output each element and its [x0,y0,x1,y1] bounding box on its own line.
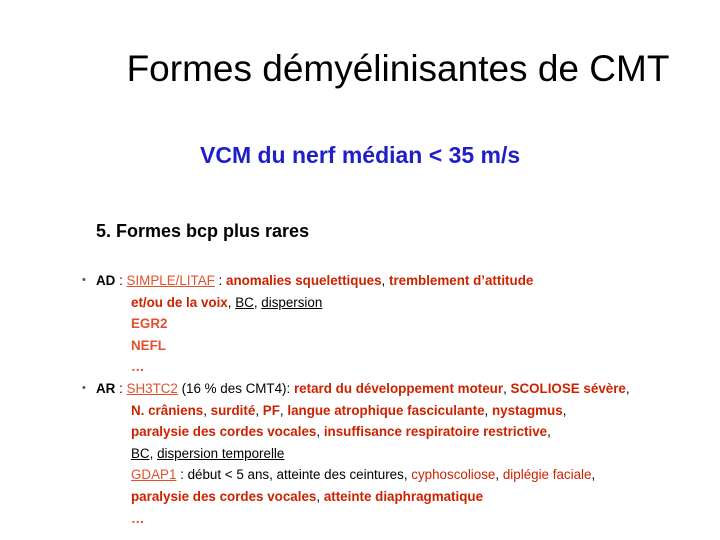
text-bc: BC [131,445,150,461]
ad-line-2 [82,292,718,314]
ar-line-2 [82,400,718,422]
separator: , [381,273,389,288]
text-tremblement: tremblement d’attitude [388,273,534,288]
text-scoliose: SCOLIOSE sévère [510,380,626,396]
separator: , [562,402,567,418]
separator: , [503,380,511,396]
separator: , [495,467,503,483]
separator: : [115,380,127,396]
text-diplegie: diplégie faciale [502,467,592,483]
bullet-list [82,270,718,529]
bullet-ad [82,270,718,292]
label-ad: AD [96,273,116,288]
separator: : [214,273,226,288]
text-langue: langue atrophique fasciculante [287,402,485,418]
ar-line-3 [82,421,718,443]
text-voix: et/ou de la voix [131,294,228,310]
text-bc: BC [235,294,254,310]
bullet-dot-icon: • [82,274,86,286]
separator: , [149,445,158,461]
text-prevalence: (16 % des CMT4): [177,380,294,396]
text-surdite: surdité [210,402,256,418]
separator: : [115,273,127,288]
subtitle: VCM du nerf médian < 35 m/s [200,142,521,168]
text-nystagmus: nystagmus [491,402,563,418]
text-dispersion-temporelle: dispersion temporelle [157,445,285,461]
text-nerfs-craniens: N. crâniens [131,402,204,418]
separator: , [316,488,324,504]
separator: , [316,424,324,440]
gene-simple-litaf: SIMPLE/LITAF [126,273,215,288]
ar-line-5 [82,464,718,486]
separator: , [203,402,211,418]
text-paralysie-2: paralysie des cordes vocales [131,488,317,504]
separator: , [591,467,596,483]
separator: , [255,402,263,418]
gene-sh3tc2: SH3TC2 [126,380,178,396]
ar-line-7 [82,508,718,530]
gene-gdap1: GDAP1 [131,467,177,483]
ad-line-5 [82,356,718,378]
separator: , [279,402,288,418]
page-title: Formes démyélinisantes de CMT [126,48,670,89]
ad-line-4 [82,335,718,357]
text-retard: retard du développement moteur [293,380,504,396]
ellipsis: … [131,359,145,375]
separator: , [227,294,236,310]
text-pf: PF [262,402,280,418]
gene-egr2: EGR2 [131,316,168,332]
separator: , [253,294,262,310]
text-debut: : début < 5 ans, atteinte des ceintures, [176,467,412,483]
ar-line-6 [82,486,718,508]
text-cyphoscoliose: cyphoscoliose [411,467,496,483]
text-paralysie-1: paralysie des cordes vocales [131,424,317,440]
bullet-ar [82,378,718,400]
text-anomalies: anomalies squelettiques [226,273,382,288]
gene-nefl: NEFL [131,337,166,353]
text-diaphragmatique: atteinte diaphragmatique [323,488,484,504]
section-heading: 5. Formes bcp plus rares [96,221,310,241]
separator: , [625,380,630,396]
separator: , [547,424,551,440]
text-dispersion: dispersion [261,294,323,310]
separator: , [484,402,492,418]
bullet-dot-icon: • [82,381,86,394]
ellipsis: … [131,510,145,526]
ar-line-4 [82,443,718,465]
label-ar: AR [96,380,116,396]
text-insuffisance: insuffisance respiratoire restrictive [323,424,548,440]
ad-line-3 [82,313,718,335]
